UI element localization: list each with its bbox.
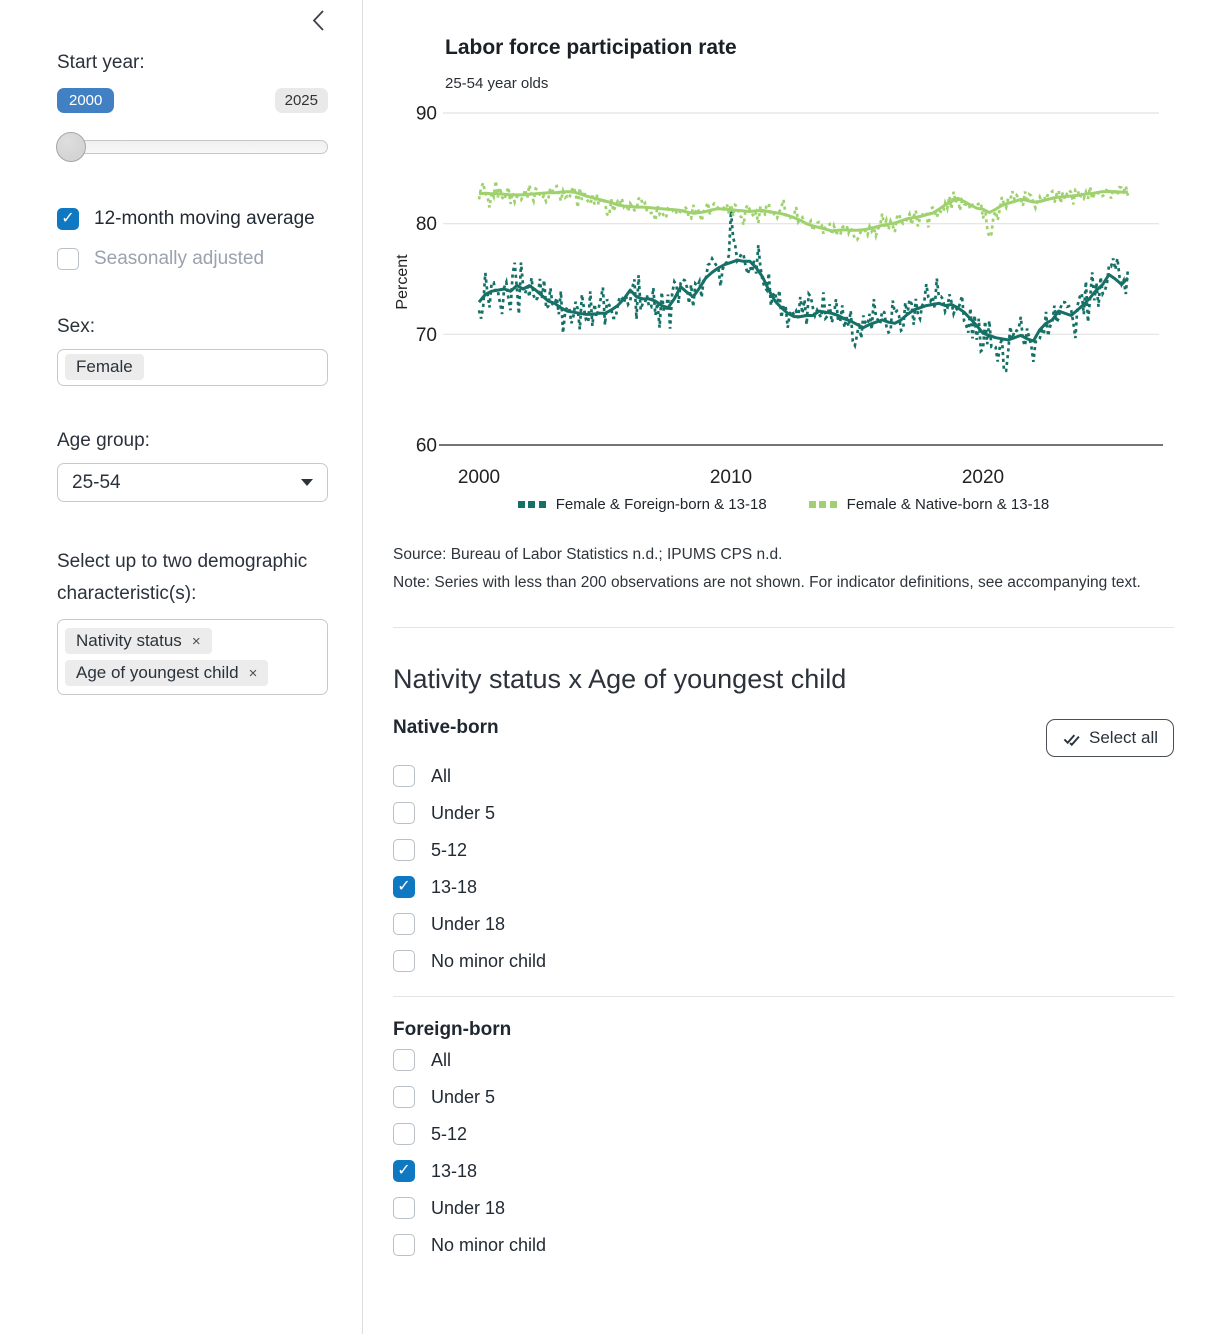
- tag-female: [65, 354, 144, 380]
- checkbox-row-under-18[interactable]: [393, 913, 1174, 935]
- start-year-label: Start year:: [57, 52, 145, 73]
- unchecked-checkbox-all[interactable]: [393, 1049, 415, 1071]
- checkbox-label: Under 18: [431, 1197, 506, 1218]
- chevron-left-icon: [310, 21, 327, 36]
- checkbox-row-all[interactable]: [393, 765, 1174, 787]
- checkbox-label: No minor child: [431, 1234, 547, 1255]
- checked-checkbox-13-18[interactable]: [393, 1160, 415, 1182]
- checkbox-row-no-minor-child[interactable]: [393, 950, 1174, 972]
- checkbox-label: 5-12: [431, 1123, 468, 1144]
- line-chart: [393, 92, 1174, 494]
- checkbox-label: Under 5: [431, 1086, 496, 1107]
- legend-dash-marker: [809, 501, 837, 508]
- checkbox-row-under-5[interactable]: [393, 1086, 1174, 1108]
- slider-thumb[interactable]: [56, 132, 86, 162]
- checkbox-label: All: [431, 1049, 452, 1070]
- double-check-icon: [1062, 729, 1081, 748]
- tag-label: Age of youngest child: [76, 663, 239, 682]
- age-group-field: [57, 430, 328, 502]
- checkbox-row-no-minor-child[interactable]: [393, 1234, 1174, 1256]
- legend-dash-marker: [518, 501, 546, 508]
- unchecked-checkbox-5-12[interactable]: [393, 1123, 415, 1145]
- tag-nativity-status: [65, 628, 212, 654]
- legend-item-female-foreign-born-13-18: [518, 496, 767, 513]
- y-axis-title: Percent: [394, 254, 411, 310]
- unchecked-checkbox-all[interactable]: [393, 765, 415, 787]
- foreign-born-title: Foreign-born: [393, 1019, 512, 1041]
- sex-field: [57, 316, 328, 386]
- foreign-born-options: [393, 1049, 1174, 1256]
- x-tick-label-2000: 2000: [457, 467, 501, 488]
- chevron-down-icon: [301, 479, 313, 486]
- checkbox-row-under-18[interactable]: [393, 1197, 1174, 1219]
- collapse-sidebar-button[interactable]: [310, 8, 327, 36]
- unchecked-checkbox-no-minor-child[interactable]: [393, 1234, 415, 1256]
- start-year-slider[interactable]: [57, 132, 328, 162]
- checkbox-label: Under 18: [431, 913, 506, 934]
- slider-track[interactable]: [57, 140, 328, 154]
- age-group-value: 25-54: [72, 471, 121, 493]
- legend-item-female-native-born-13-18: [809, 496, 1050, 513]
- source-line: Source: Bureau of Labor Statistics n.d.; IPUMS CPS n.d.: [393, 546, 783, 563]
- checkbox-label: 12-month moving average: [94, 208, 315, 229]
- y-tick-label-90: 90: [415, 103, 437, 125]
- start-year-value-badge: 2000: [57, 88, 114, 113]
- remove-tag-icon[interactable]: ×: [191, 632, 201, 650]
- age-group-select[interactable]: [57, 463, 328, 502]
- select-all-button[interactable]: [1046, 719, 1174, 757]
- checkbox-label: Under 5: [431, 802, 496, 823]
- x-tick-label-2010: 2010: [709, 467, 753, 488]
- filters-sidebar: [0, 0, 363, 1334]
- chart-legend: [393, 496, 1174, 513]
- checkbox-row-seasonally-adjusted[interactable]: [57, 248, 328, 270]
- smoothing-options: [57, 208, 328, 270]
- note-line: Note: Series with less than 200 observations are not shown. For indicator definitions, see accompanying text.: [393, 574, 1141, 592]
- select-all-label: Select all: [1089, 728, 1158, 748]
- chart-title: Labor force participation rate: [445, 36, 737, 59]
- unchecked-checkbox-5-12[interactable]: [393, 839, 415, 861]
- checked-checkbox-12-month-moving-average[interactable]: [57, 208, 79, 230]
- chart-notes: [393, 541, 1174, 597]
- sex-label: Sex:: [57, 316, 96, 337]
- y-tick-label-80: 80: [415, 214, 437, 236]
- native-born-title: Native-born: [393, 717, 499, 739]
- selection-section-title: Nativity status x Age of youngest child: [393, 664, 847, 695]
- legend-label: Female & Foreign-born & 13-18: [555, 496, 767, 513]
- unchecked-checkbox-no-minor-child[interactable]: [393, 950, 415, 972]
- foreign-born-header: [393, 1019, 1174, 1041]
- start-year-control: [57, 52, 328, 162]
- group-foreign-born: [393, 1019, 1174, 1256]
- checkbox-row-5-12[interactable]: [393, 839, 1174, 861]
- section-divider: [393, 627, 1174, 628]
- sex-input[interactable]: [57, 349, 328, 386]
- unchecked-checkbox-under-5[interactable]: [393, 1086, 415, 1108]
- unchecked-checkbox-seasonally-adjusted[interactable]: [57, 248, 79, 270]
- checkbox-row-5-12[interactable]: [393, 1123, 1174, 1145]
- unchecked-checkbox-under-5[interactable]: [393, 802, 415, 824]
- unchecked-checkbox-under-18[interactable]: [393, 1197, 415, 1219]
- demographics-label: Select up to two demographic characteristic(s):: [57, 551, 308, 604]
- checkbox-label: Seasonally adjusted: [94, 248, 265, 269]
- checkbox-row-12-month-moving-average[interactable]: [57, 208, 328, 230]
- checkbox-label: No minor child: [431, 950, 547, 971]
- main-content: [363, 0, 1208, 1334]
- age-group-label: Age group:: [57, 430, 150, 451]
- series-raw-female-foreign-born-13-18: [479, 211, 1128, 371]
- checkbox-label: All: [431, 765, 452, 786]
- checked-checkbox-13-18[interactable]: [393, 876, 415, 898]
- tag-label: Nativity status: [76, 631, 182, 650]
- checkbox-row-all[interactable]: [393, 1049, 1174, 1071]
- group-native-born: [393, 717, 1174, 972]
- unchecked-checkbox-under-18[interactable]: [393, 913, 415, 935]
- remove-tag-icon[interactable]: ×: [248, 664, 258, 682]
- checkbox-label: 13-18: [431, 1160, 478, 1181]
- checkbox-row-13-18[interactable]: [393, 876, 1174, 898]
- demographics-field: [57, 546, 328, 695]
- tag-label: Female: [76, 357, 133, 376]
- demographics-input[interactable]: [57, 619, 328, 695]
- checkbox-row-under-5[interactable]: [393, 802, 1174, 824]
- end-year-value-badge: 2025: [275, 88, 328, 113]
- native-born-header: [393, 717, 1174, 757]
- native-born-options: [393, 765, 1174, 972]
- checkbox-label: 5-12: [431, 839, 468, 860]
- group-divider: [393, 996, 1174, 997]
- y-tick-label-60: 60: [415, 435, 437, 457]
- start-year-badges: [57, 88, 328, 113]
- series-raw-female-native-born-13-18: [479, 181, 1128, 240]
- x-tick-label-2020: 2020: [961, 467, 1005, 488]
- y-tick-label-70: 70: [415, 324, 437, 346]
- legend-label: Female & Native-born & 13-18: [846, 496, 1050, 513]
- tag-age-of-youngest-child: [65, 660, 268, 686]
- checkbox-label: 13-18: [431, 876, 478, 897]
- checkbox-row-13-18[interactable]: [393, 1160, 1174, 1182]
- chart-subtitle: 25-54 year olds: [445, 75, 549, 92]
